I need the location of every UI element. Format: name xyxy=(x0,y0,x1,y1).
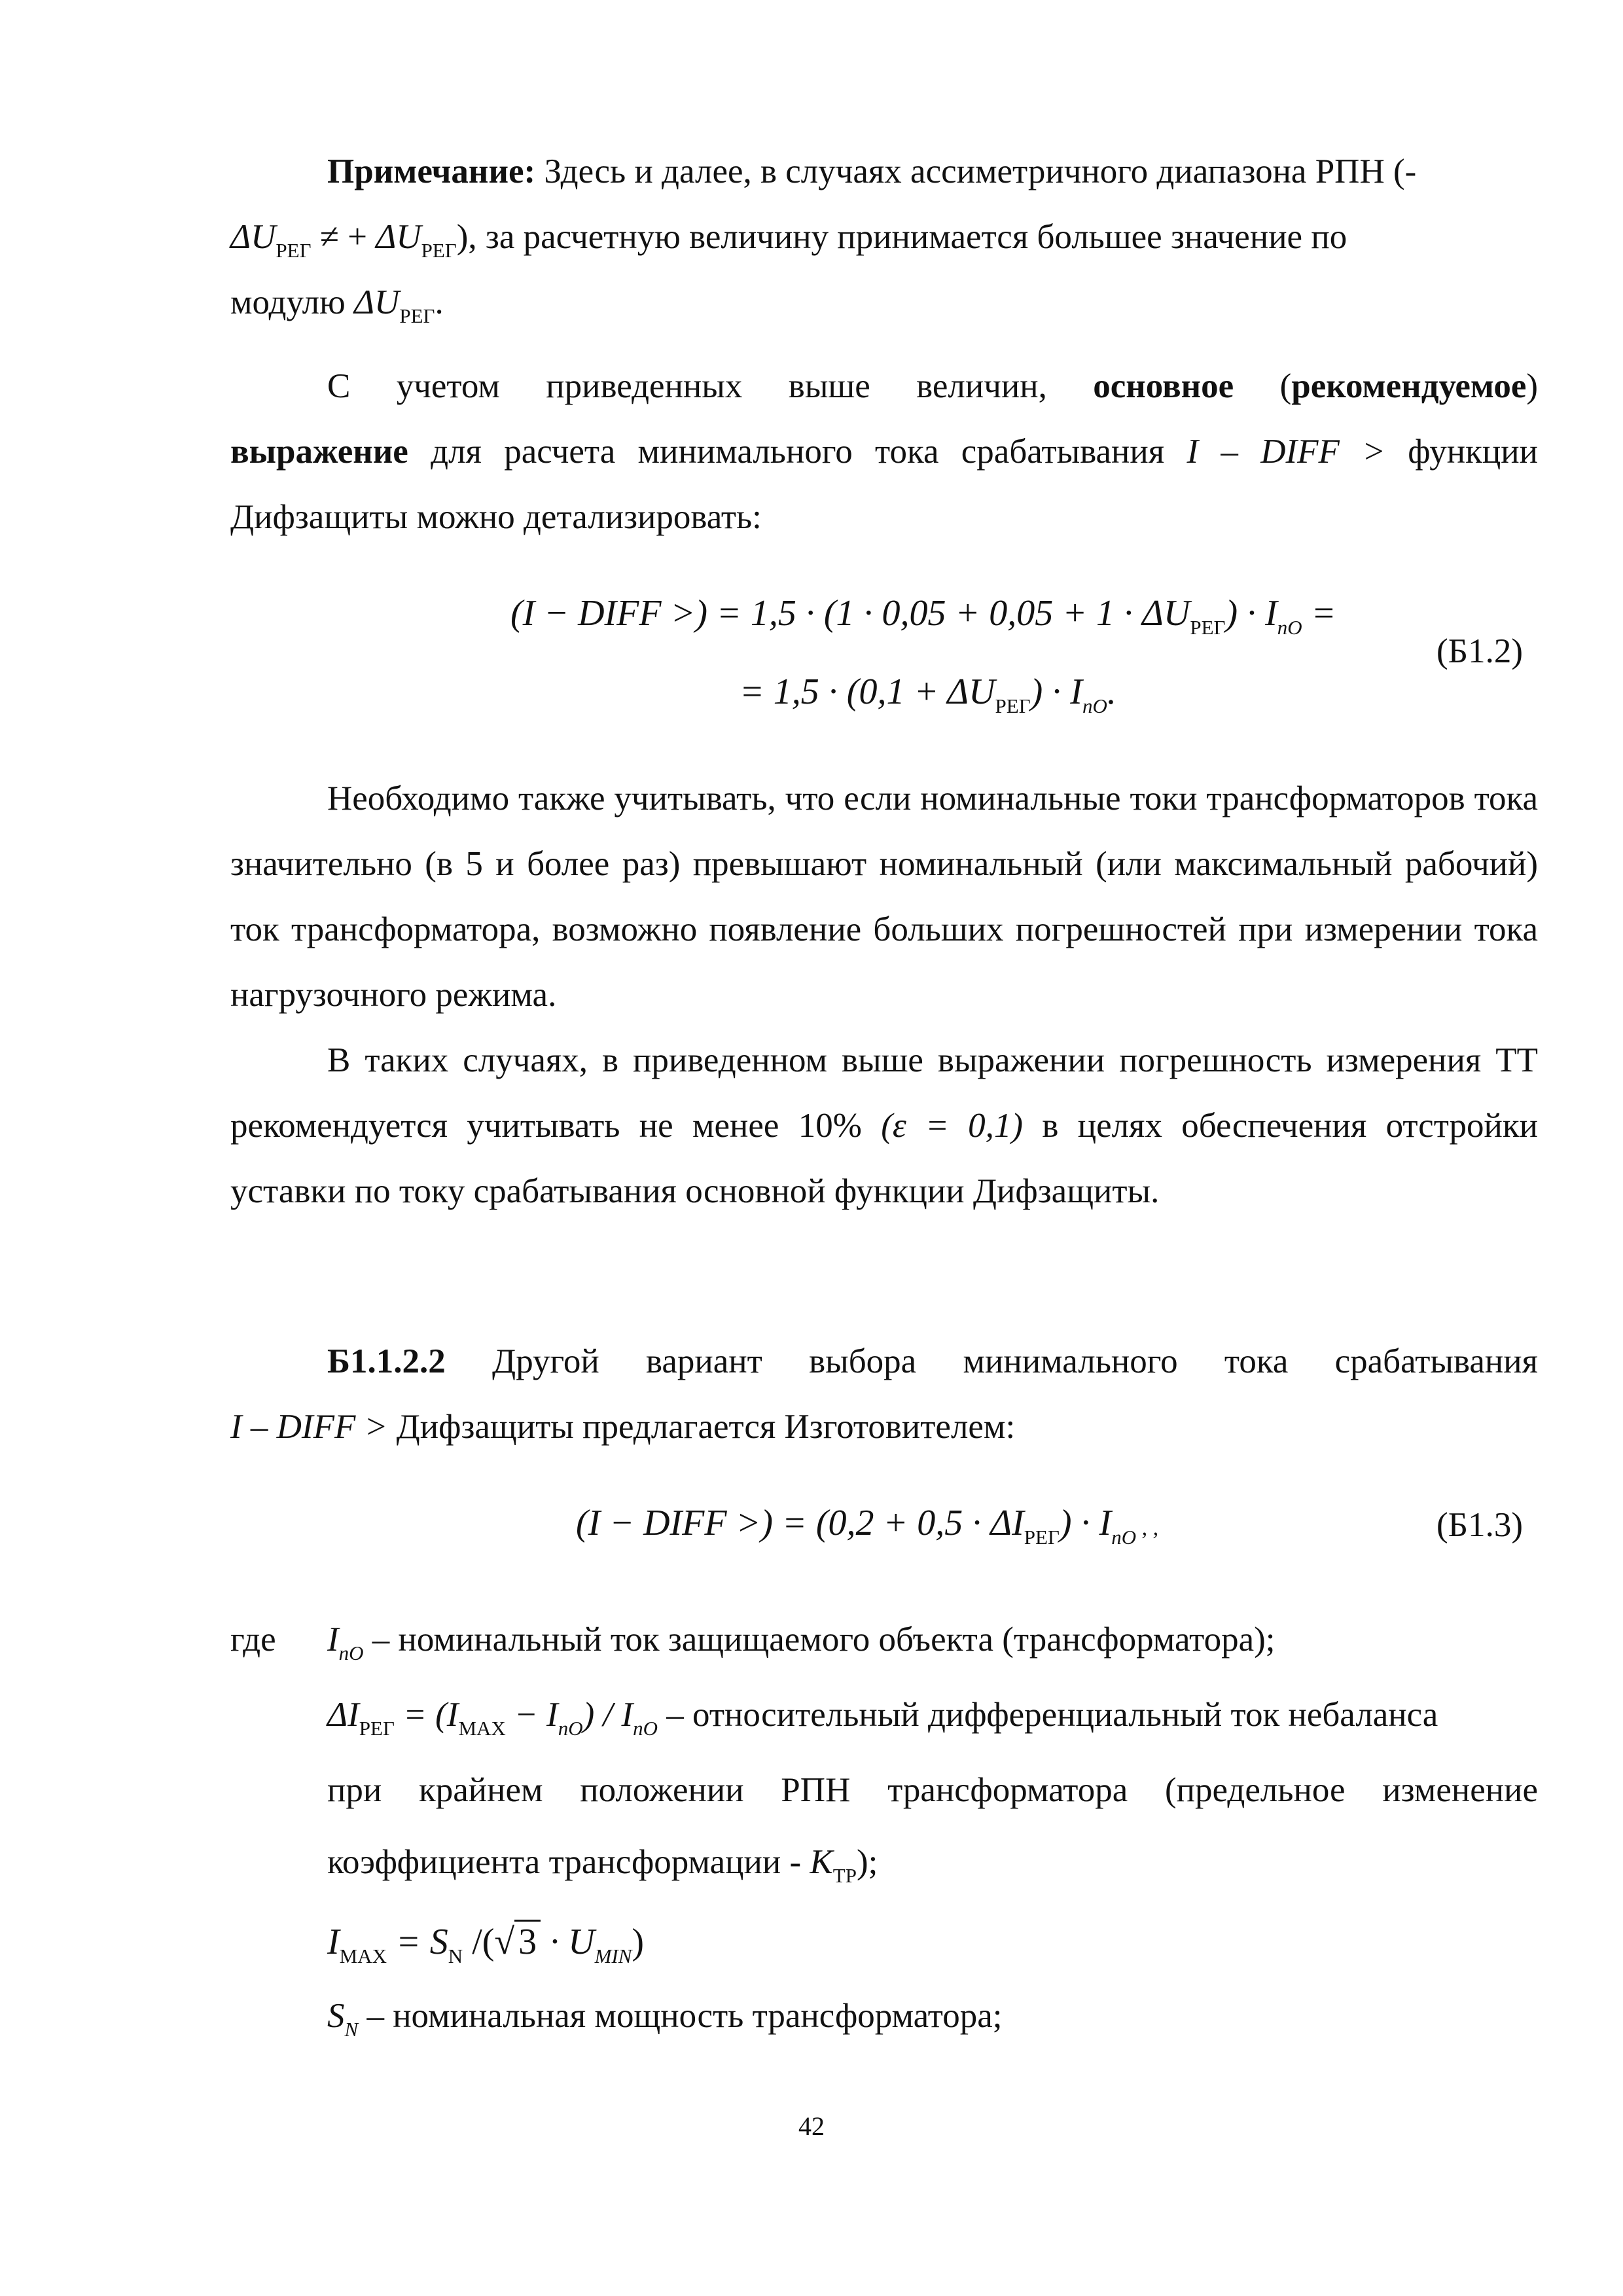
sn-sub-2: N xyxy=(344,2018,359,2041)
formula-b13-main: (I − DIFF >) = (0,2 + 0,5 · ΔI xyxy=(576,1503,1024,1543)
item3-dot: · U xyxy=(541,1922,595,1962)
para2-text-2: ( xyxy=(1234,367,1292,405)
epsilon-expr: (ε = 0,1) xyxy=(881,1107,1024,1145)
formula-b13-end: , , xyxy=(1136,1516,1159,1540)
formula-b12-main-2: = 1,5 · (0,1 + ΔU xyxy=(740,672,995,712)
para2-bold-2: рекомендуемое xyxy=(1291,367,1527,405)
formula-b12-line-1 xyxy=(510,592,1336,639)
para2-bold-1: основное xyxy=(1093,367,1234,405)
where-item-2-text-3: коэффициента трансформации - xyxy=(327,1843,810,1881)
reg-subscript: РЕГ xyxy=(276,239,312,262)
imax-sub: MAX xyxy=(458,1717,506,1740)
para2-text-1: С учетом приведенных выше величин, xyxy=(327,367,1094,405)
reg-subscript-3: РЕГ xyxy=(399,304,435,327)
item2-div: ) / I xyxy=(582,1696,633,1734)
para2-line-3 xyxy=(230,497,762,537)
page-number: 42 xyxy=(798,2111,825,2141)
reg-subscript-2: РЕГ xyxy=(421,239,457,262)
formula-b13-sub: РЕГ xyxy=(1024,1526,1060,1549)
where-label: где xyxy=(230,1621,276,1659)
section-text-2: Дифзащиты предлагается Изготовителем: xyxy=(387,1408,1016,1446)
para3: Необходимо также учитывать, что если номинальные токи трансформаторов тока значительно (в 5 и более раз) превышают номинальный (или максимальный рабочий) ток трансформатора, возможно появление больших погрешностей при измерении тока нагрузочного режима. xyxy=(230,780,1538,1014)
section-line-1 xyxy=(327,1342,1538,1381)
ino-sub-3: nO xyxy=(633,1717,658,1740)
para4 xyxy=(230,1028,1538,1224)
item3-div: /( xyxy=(463,1922,495,1962)
delta-u-symbol-2: ΔU xyxy=(376,218,421,256)
equation-number-b12: (Б1.2) xyxy=(1436,632,1523,670)
equation-number-b13: (Б1.3) xyxy=(1436,1506,1523,1544)
para2-text-6: Дифзащиты можно детализировать: xyxy=(230,498,762,536)
note-text-3: модулю xyxy=(230,283,354,321)
where-item-1 xyxy=(327,1620,1275,1664)
formula-b13 xyxy=(576,1502,1159,1549)
item3-eq: = S xyxy=(387,1922,448,1962)
formula-b12-sub-4: nO xyxy=(1082,694,1107,717)
para4-text-1: В таких случаях, в приведенном выше выражении погрешность измерения ТТ рекомендуется учитывать не менее 10% xyxy=(230,1041,1538,1145)
sn-symbol: S xyxy=(327,1997,345,2035)
where-item-4 xyxy=(327,1996,1003,2041)
item3-end: ) xyxy=(632,1922,645,1962)
section-line-2 xyxy=(230,1407,1015,1446)
umin-sub: MIN xyxy=(594,1945,632,1967)
ktr-symbol: K xyxy=(810,1843,833,1881)
func-symbol-2: I – DIFF > xyxy=(230,1408,388,1446)
note-line-2 xyxy=(230,217,1538,262)
item2-rest: = (I xyxy=(394,1696,459,1734)
where-item-2-text-2: при крайнем положении РПН трансформатора (предельное изменение xyxy=(327,1771,1538,1809)
formula-b12-main: (I − DIFF >) = 1,5 · (1 · 0,05 + 0,05 + 1 · ΔU xyxy=(510,593,1190,634)
sn-sub: N xyxy=(448,1945,463,1967)
section-text-1: Другой вариант выбора минимального тока срабатывания xyxy=(445,1342,1538,1380)
where-item-1-text: – номинальный ток защищаемого объекта (трансформатора); xyxy=(363,1621,1275,1659)
delta-i-symbol: ΔI xyxy=(327,1696,359,1734)
para4-text-2: в целях обеспечения отстройки уставки по току срабатывания основной функции Дифзащиты. xyxy=(230,1107,1538,1210)
delta-u-symbol-3: ΔU xyxy=(353,283,400,321)
formula-b12-sub: РЕГ xyxy=(1190,616,1226,639)
where-item-2-line-3 xyxy=(327,1842,878,1887)
note-text-3-end: . xyxy=(435,283,444,321)
formula-b12-tail-2: ) · I xyxy=(1030,672,1082,712)
para2-text-5: функции xyxy=(1385,433,1538,471)
delta-i-sub: РЕГ xyxy=(359,1717,395,1740)
item2-mid: − I xyxy=(505,1696,558,1734)
inO-symbol: I xyxy=(327,1621,339,1659)
imax-symbol: I xyxy=(327,1922,340,1962)
formula-b13-tail: ) · I xyxy=(1059,1503,1112,1543)
formula-b12-sub2: nO xyxy=(1277,616,1302,639)
para2-line-1 xyxy=(327,367,1538,406)
where-item-2-line-1 xyxy=(327,1695,1538,1740)
where-item-2-text: – относительный дифференциальный ток небаланса xyxy=(658,1696,1438,1734)
para2-line-2 xyxy=(230,432,1538,471)
para2-text-3: ) xyxy=(1526,367,1538,405)
note-text-2: ), за расчетную величину принимается большее значение по xyxy=(456,218,1347,256)
formula-b12-sub-3: РЕГ xyxy=(995,694,1031,717)
where-item-3 xyxy=(327,1921,645,1967)
func-symbol: I – DIFF > xyxy=(1186,433,1385,471)
formula-b12-end: = xyxy=(1302,593,1336,634)
ino-sub-2: nO xyxy=(558,1717,583,1740)
note-text-1: Здесь и далее, в случаях ассиметричного диапазона РПН (- xyxy=(535,152,1417,190)
note-line-1 xyxy=(327,152,1416,191)
formula-b12-line-2 xyxy=(740,671,1116,717)
where-item-2-line-2 xyxy=(327,1770,1538,1810)
where-item-4-text: – номинальная мощность трансформатора; xyxy=(358,1997,1003,2035)
formula-b13-sub2: nO xyxy=(1111,1526,1137,1549)
note-line-3 xyxy=(230,283,444,327)
delta-u-symbol: ΔU xyxy=(230,218,276,256)
neq-sign: ≠ + xyxy=(311,218,376,256)
inO-sub: nO xyxy=(338,1641,364,1664)
para2-text-4: для расчета минимального тока срабатывания xyxy=(408,433,1187,471)
para2-bold-3: выражение xyxy=(230,433,408,471)
ktr-sub: ТР xyxy=(832,1864,857,1887)
note-label: Примечание: xyxy=(327,152,536,190)
ktr-end: ); xyxy=(856,1843,878,1881)
formula-b12-end-2: . xyxy=(1107,672,1116,712)
formula-b12-tail: ) · I xyxy=(1225,593,1277,634)
sqrt-value: 3 xyxy=(514,1920,541,1962)
sqrt-icon: √ xyxy=(494,1922,515,1962)
section-number: Б1.1.2.2 xyxy=(327,1342,446,1380)
imax-sub-2: MAX xyxy=(339,1945,387,1967)
